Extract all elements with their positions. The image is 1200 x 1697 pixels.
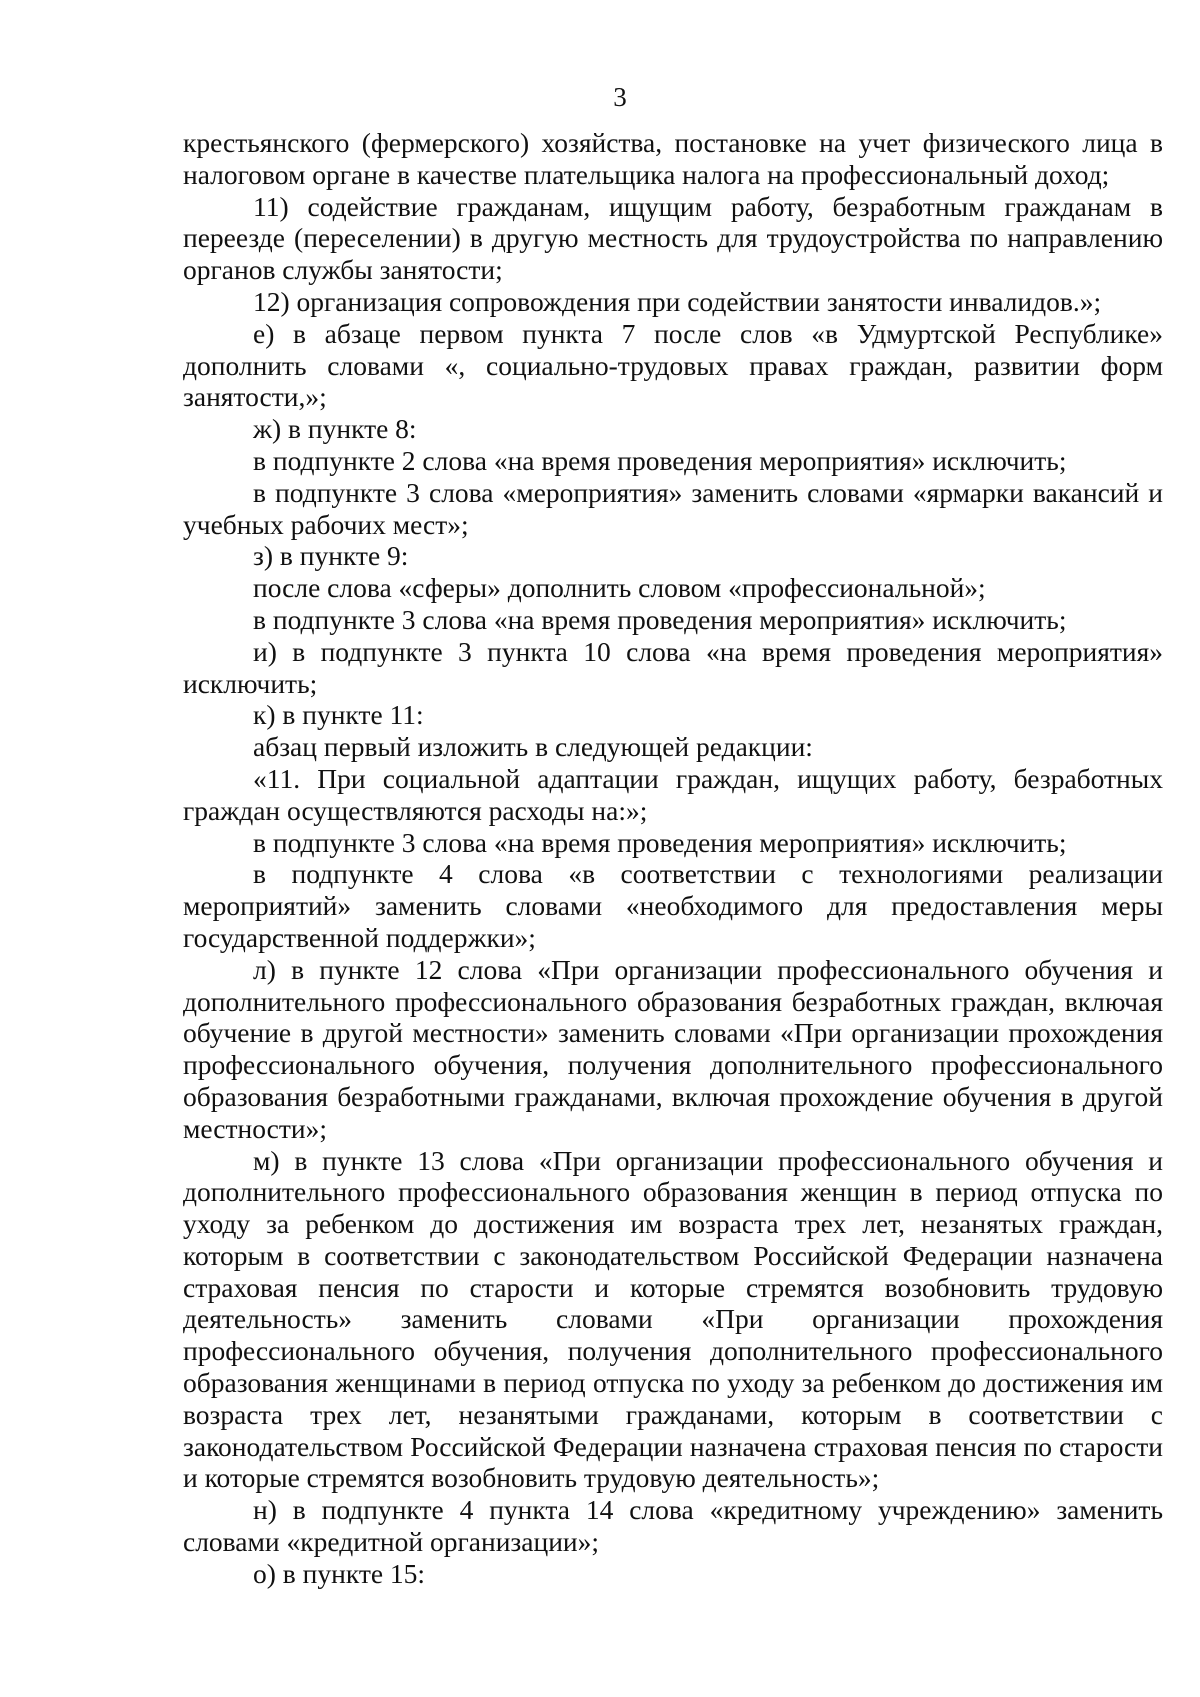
paragraph: м) в пункте 13 слова «При организации профессионального обучения и дополнительного профессионального образования женщин в период отпуска по уходу за ребенком до достижения им возраста трех лет, незанятых граждан, которым в соответствии с законодательством Российской Федерации назначена страховая пенсия по старости и которые стремятся возобновить трудовую деятельность» заменить словами «При организации прохождения профессионального обучения, получения дополнительного профессионального образования женщинами в период отпуска по уходу за ребенком до достижения им возраста трех лет, незанятыми гражданами, которым в соответствии с законодательством Российской Федерации назначена страховая пенсия по старости и которые стремятся возобновить трудовую деятельность»; — [183, 1144, 1163, 1494]
paragraph: з) в пункте 9: — [253, 540, 409, 572]
paragraph: в подпункте 4 слова «в соответствии с технологиями реализации мероприятий» заменить словами «необходимого для предоставления меры государственной поддержки»; — [183, 858, 1163, 953]
document-body — [183, 127, 1163, 1590]
paragraph: и) в подпункте 3 пункта 10 слова «на время проведения мероприятия» исключить; — [183, 635, 1163, 699]
paragraph: ж) в пункте 8: — [253, 413, 417, 445]
paragraph: крестьянского (фермерского) хозяйства, постановке на учет физического лица в налоговом органе в качестве плательщика налога на профессиональный доход; — [183, 127, 1163, 190]
paragraph: в подпункте 3 слова «на время проведения мероприятия» исключить; — [253, 826, 1067, 858]
paragraph: в подпункте 2 слова «на время проведения мероприятия» исключить; — [253, 444, 1067, 476]
paragraph: е) в абзаце первом пункта 7 после слов «в Удмуртской Республике» дополнить словами «, социально-трудовых правах граждан, развитии форм занятости,»; — [183, 317, 1163, 413]
paragraph: о) в пункте 15: — [253, 1557, 426, 1589]
paragraph: 12) организация сопровождения при содействии занятости инвалидов.»; — [253, 285, 1102, 317]
paragraph: л) в пункте 12 слова «При организации профессионального обучения и дополнительного профессионального образования безработных граждан, включая обучение в другой местности» заменить словами «При организации прохождения профессионального обучения, получения дополнительного профессионального образования безработными гражданами, включая прохождение обучения в другой местности»; — [183, 953, 1163, 1144]
paragraph: в подпункте 3 слова «мероприятия» заменить словами «ярмарки вакансий и учебных рабочих мест»; — [183, 476, 1163, 540]
paragraph: «11. При социальной адаптации граждан, ищущих работу, безработных граждан осуществляются расходы на:»; — [183, 762, 1163, 826]
paragraph: 11) содействие гражданам, ищущим работу, безработным гражданам в переезде (переселении) в другую местность для трудоустройства по направлению органов службы занятости; — [183, 190, 1163, 286]
paragraph: в подпункте 3 слова «на время проведения мероприятия» исключить; — [253, 603, 1067, 635]
paragraph: н) в подпункте 4 пункта 14 слова «кредитному учреждению» заменить словами «кредитной организации»; — [183, 1494, 1163, 1558]
paragraph: после слова «сферы» дополнить словом «профессиональной»; — [253, 572, 986, 604]
page-number: 3 — [613, 82, 627, 112]
paragraph: к) в пункте 11: — [253, 699, 424, 731]
paragraph: абзац первый изложить в следующей редакции: — [253, 731, 813, 763]
